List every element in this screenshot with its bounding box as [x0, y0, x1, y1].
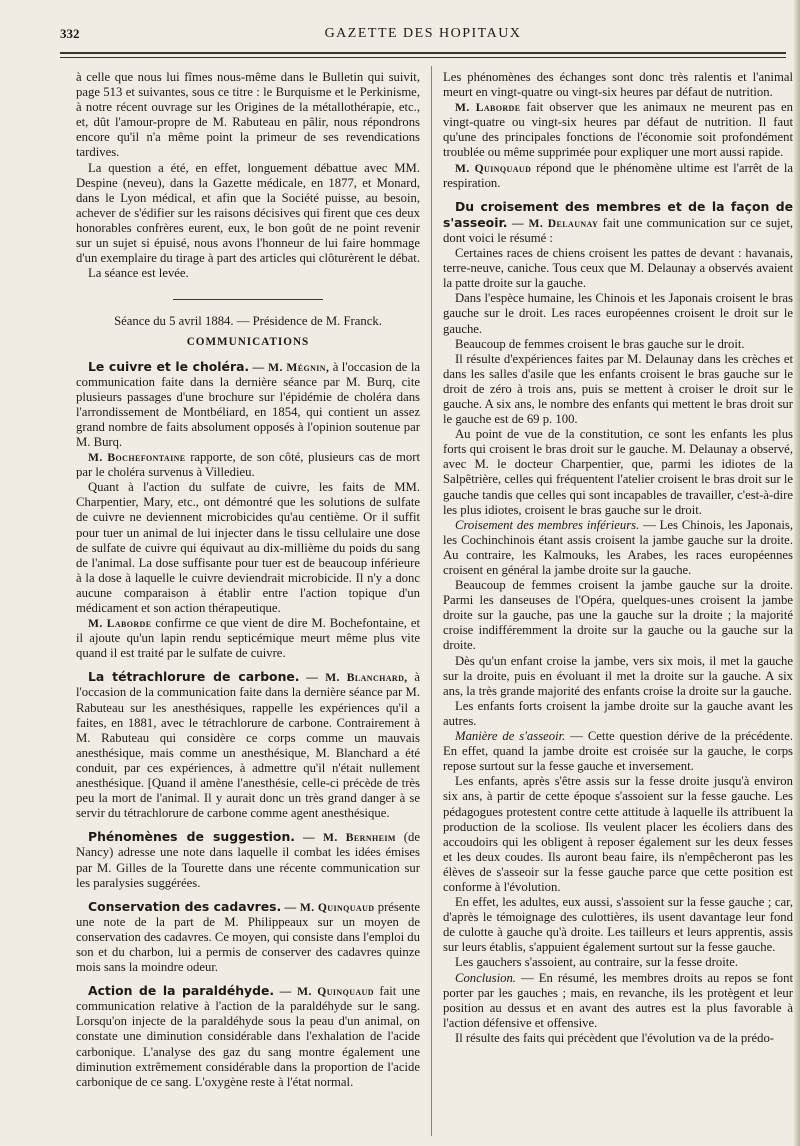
- paragraph-text: rapporte, de son côté, plusieurs cas de mort par le choléra survenus à Villedieu.: [76, 450, 421, 480]
- paragraph: Certaines races de chiens croisent les pattes de devant : havanais, terre-neuve, caniche. Tous ceux que M. Delaunay a observés avaient la patte droite sur la gauche.: [443, 246, 793, 291]
- page-number: 332: [60, 26, 80, 41]
- communications-heading: COMMUNICATIONS: [186, 336, 310, 349]
- paragraph: Dès qu'un enfant croise la jambe, vers six mois, il met la gauche sur la droite, puis en évoluant il met la droite sur la gauche. A six ans, la très grande majorité des enfants croise la droite sur la gauche.: [443, 653, 793, 698]
- article-title: La tétrachlorure de carbone.: [88, 669, 300, 685]
- paragraph: Quant à l'action du sulfate de cuivre, les faits de MM. Charpentier, Mary, etc., ont démontré que les solutions de sulfate de cuivre ne deviennent microbicides qu'au centième. Or il suffit pour tuer un animal de lui injecter dans le tissu cellulaire une dose de sulfate de cuivre qui équivaut au dix-millième du poids du sang de l'animal. La dose suffisante pour tuer est de beaucoup inférieure à la dose à laquelle le cuivre deviendrait microbicide. Il n'y a donc aucune comparaison à établir entre l'action topique d'un médicament et son action thérapeutique.: [76, 480, 420, 615]
- right-column: [443, 70, 793, 1046]
- article-title: Le cuivre et le choléra.: [88, 358, 250, 374]
- left-column: [76, 70, 420, 1090]
- paragraph: La séance est levée.: [88, 266, 189, 281]
- paragraph-text: fait observer que les animaux ne meurent pas en vingt-quatre ou vingt-six heures par défaut de nutrition. Il faut qu'une des principales fonctions de l'économie soit profondément troublée ou même supprimée pour expliquer une mort aussi rapide.: [443, 100, 794, 160]
- paragraph-text: répond que le phénomène ultime est l'arrêt de la respiration.: [443, 160, 793, 190]
- paragraph: [76, 450, 420, 480]
- session-heading: Séance du 5 avril 1884. — Présidence de M. Franck.: [114, 314, 382, 329]
- paragraph: La question a été, en effet, longuement débattue avec MM. Despine (neveu), dans la Gazette médicale, en 1877, et Monard, dans le Lyon médical, et afin que la Société puisse, au besoin, achever de s'édifier sur les raisons décisives qui firent que ces deux honorables confrères eurent, eux, le bon goût de ne point revenir sur un sujet si épuisé, nous avons l'honneur de lui faire hommage d'un exemplaire du tirage à part des articles qui clôturèrent le débat.: [76, 160, 420, 266]
- page-header: [60, 26, 786, 46]
- article-paraldehyde: [76, 983, 420, 1090]
- paragraph-text: — Cette question dérive de la précédente. En effet, quand la jambe droite est croisée sur la gauche, le corps repose surtout sur la fesse gauche et inversement.: [443, 729, 794, 774]
- article-text: fait une communication relative à l'action de la paraldéhyde sur le sang. Lorsqu'on injecte de la paraldéhyde sous la peau d'un animal, on constate une diminution considérable dans l'exhalation de l'acide carbonique. L'analyse des gaz du sang montre également une diminution extrêmement considérable dans la proportion de l'acide carbonique de ce sang. L'oxygène reste à l'état normal.: [76, 984, 421, 1089]
- article-author: — M. Bernheim: [302, 831, 396, 845]
- header-rule-thick: [60, 52, 786, 54]
- page-edge-shadow: [794, 0, 800, 1146]
- paragraph: à celle que nous lui fîmes nous-même dans le Bulletin qui suivit, page 513 et suivantes, sous ce titre : le Burquisme et le Perkinisme, à notre récent ouvrage sur les Origines de la métallothérapie, etc., et, dût l'amour-propre de M. Rabuteau en pâlir, nous répondrons encore qu'il n'a même point la primeur de ses revendications tardives.: [76, 70, 420, 160]
- article-title: Conservation des cadavres.: [88, 898, 282, 914]
- article-author: — M. Mégnin,: [252, 360, 330, 374]
- paragraph-text: — En résumé, les membres droits au repos se font porter par les gauches ; mais, en revanche, ils les protègent et leur position au dessus et en avant des autres est la plus favorable à l'action défensive et offensive.: [443, 970, 793, 1030]
- article-text: présente une note de la part de M. Philippeaux sur un moyen de conservation des cadavres. Ce moyen, qui consiste dans l'emploi du son et du charbon, lui a permis de conserver des cadavres quinze mois sans la moindre odeur.: [76, 899, 420, 975]
- article-author: — M. Blanchard,: [306, 671, 408, 685]
- paragraph: [443, 518, 793, 578]
- section-rule: [173, 299, 323, 300]
- paragraph: Il résulte d'expériences faites par M. Delaunay dans les crèches et dans les salles d'asile que les enfants croisent le bras gauche sur le droit de zéro à trois ans, puis se mettent à croiser le droit sur le gauche. A six ans, le nombre des enfants qui mettent le bras droit sur le gauche est de 69 p. 100.: [443, 351, 793, 427]
- speaker-name: M. Laborde: [455, 101, 521, 115]
- paragraph: [443, 971, 793, 1031]
- speaker-name: M. Laborde: [88, 617, 152, 631]
- article-title: Phénomènes de suggestion.: [88, 829, 295, 845]
- paragraph: Au point de vue de la constitution, ce sont les enfants les plus forts qui croisent le bras droit sur le gauche. M. Delaunay a observé, avec M. le docteur Charpentier, que, parmi les idiotes de la Salpêtrière, celles qui fréquentent l'atelier croisent le bras droit sur le gauche tandis que celles qui sont incapables de travailler, c'est-à-dire les plus idiotes, croisent le bras gauche sur le droit.: [443, 427, 793, 517]
- paragraph: [76, 616, 420, 661]
- paragraph: Les phénomènes des échanges sont donc très ralentis et l'animal meurt en vingt-quatre ou vingt-six heures par défaut de nutrition.: [443, 70, 793, 100]
- paragraph: Dans l'espèce humaine, les Chinois et les Japonais croisent le bras gauche sur le droit. Les races européennes croisent le droit sur le gauche.: [443, 291, 793, 336]
- paragraph: Les enfants forts croisent la jambe droite sur la gauche avant les autres.: [443, 698, 793, 728]
- article-text: (de Nancy) adresse une note dans laquelle il combat les idées émises par M. Gilles de la Tourette dans une récente communication sur les paralysies suggérées.: [76, 830, 420, 890]
- paragraph: En effet, les adultes, eux aussi, s'assoient sur la fesse gauche ; car, d'après le témoignage des culottières, ils usent davantage leur fond de culotte à gauche qu'à droite. Les tailleurs et leurs apprentis, assis sur leurs établis, s'appuient également surtout sur la fesse gauche.: [443, 895, 793, 955]
- journal-title: GAZETTE DES HOPITAUX: [324, 26, 522, 41]
- paragraph: [443, 161, 793, 191]
- paragraph-text: — Les Chinois, les Japonais, les Cochinchinois étant assis croisent la jambe gauche sur la droite. Au contraire, les Kalmouks, les Arabes, les races européennes croisent en général la jambe droite sur la gauche.: [443, 517, 794, 577]
- subsection-title: Croisement des membres inférieurs.: [455, 517, 640, 532]
- article-suggestion: [76, 829, 420, 890]
- article-limb-crossing: [443, 199, 793, 246]
- article-title: Action de la paraldéhyde.: [88, 983, 275, 999]
- article-copper-cholera: [76, 359, 420, 451]
- article-text: fait une communication sur ce sujet, dont voici le résumé :: [443, 215, 794, 245]
- header-rule-thin: [60, 57, 786, 58]
- article-author: — M. Delaunay: [511, 216, 599, 230]
- paragraph: [443, 729, 793, 774]
- paragraph: Il résulte des faits qui précèdent que l'évolution va de la prédo-: [455, 1030, 775, 1045]
- paragraph: Les enfants, après s'être assis sur la fesse droite jusqu'à environ six ans, à partir de cette époque s'assoient sur la fesse gauche. Les pédagogues protestent contre cette attitude à laquelle ils attribuent la production de la scoliose. Ils veulent placer les écoliers dans des accoudoirs qui les obligent à reposer également sur les deux fesses et les deux coudes. Ils auront beau faire, ils n'empêcheront pas les élèves de s'asseoir sur la fesse gauche parce que cette position est conforme à l'évolution.: [443, 774, 793, 894]
- article-title: Du croisement des membres et de la façon de s'asseoir.: [443, 198, 793, 230]
- subsection-title: Conclusion.: [455, 970, 516, 985]
- paragraph: Beaucoup de femmes croisent la jambe gauche sur la droite. Parmi les danseuses de l'Opéra, quelques-unes croisent la jambe droite sur la gauche, pas une la gauche sur la droite ; la majorité croise indifféremment la droite sur la gauche ou la gauche sur la droite.: [443, 578, 793, 653]
- article-author: — M. Quinquaud: [279, 985, 374, 999]
- article-cadaver-conservation: [76, 899, 420, 975]
- article-carbon-tetrachloride: [76, 669, 420, 821]
- paragraph: [443, 100, 793, 160]
- paragraph: Beaucoup de femmes croisent le bras gauche sur le droit.: [455, 336, 745, 351]
- speaker-name: M. Quinquaud: [455, 161, 532, 175]
- article-text: à l'occasion de la communication faite dans la dernière séance par M. Burq, cite plusieurs passages d'une brochure sur l'épidémie de choléra dans l'arrondissement de Montbéliard, en 1854, qui contient un assez grand nombre de faits absolument opposés à l'opinion soutenue par M. Burq.: [76, 359, 421, 449]
- article-author: — M. Quinquaud: [284, 900, 375, 914]
- paragraph-text: confirme ce que vient de dire M. Bochefontaine, et il ajoute qu'un lapin rendu septicémique meurt même plus vite quand il est traité par le sulfate de cuivre.: [76, 616, 420, 661]
- subsection-title: Manière de s'asseoir.: [455, 729, 566, 744]
- article-text: à l'occasion de la communication faite dans la dernière séance par M. Rabuteau sur les anesthésiques, rappelle les expériences qu'il a faites, en 1881, avec le tétrachlorure de carbone. Contrairement à M. Rabuteau qui considère ce corps comme un mauvais anesthésique, mais comme un anesthésique, M. Blanchard a été conduit, par ces expériences, à admettre qu'il n'était nullement anesthésique. [Quand il amène l'anesthésie, celle-ci précède de très peu la mort de l'animal. Il y aurait donc un très grand danger à se servir du tétrachlorure de carbone comme agent anesthésique.: [76, 670, 421, 821]
- column-divider: [431, 66, 432, 1136]
- speaker-name: M. Bochefontaine: [88, 451, 186, 465]
- paragraph: Les gauchers s'assoient, au contraire, sur la fesse droite.: [455, 955, 739, 970]
